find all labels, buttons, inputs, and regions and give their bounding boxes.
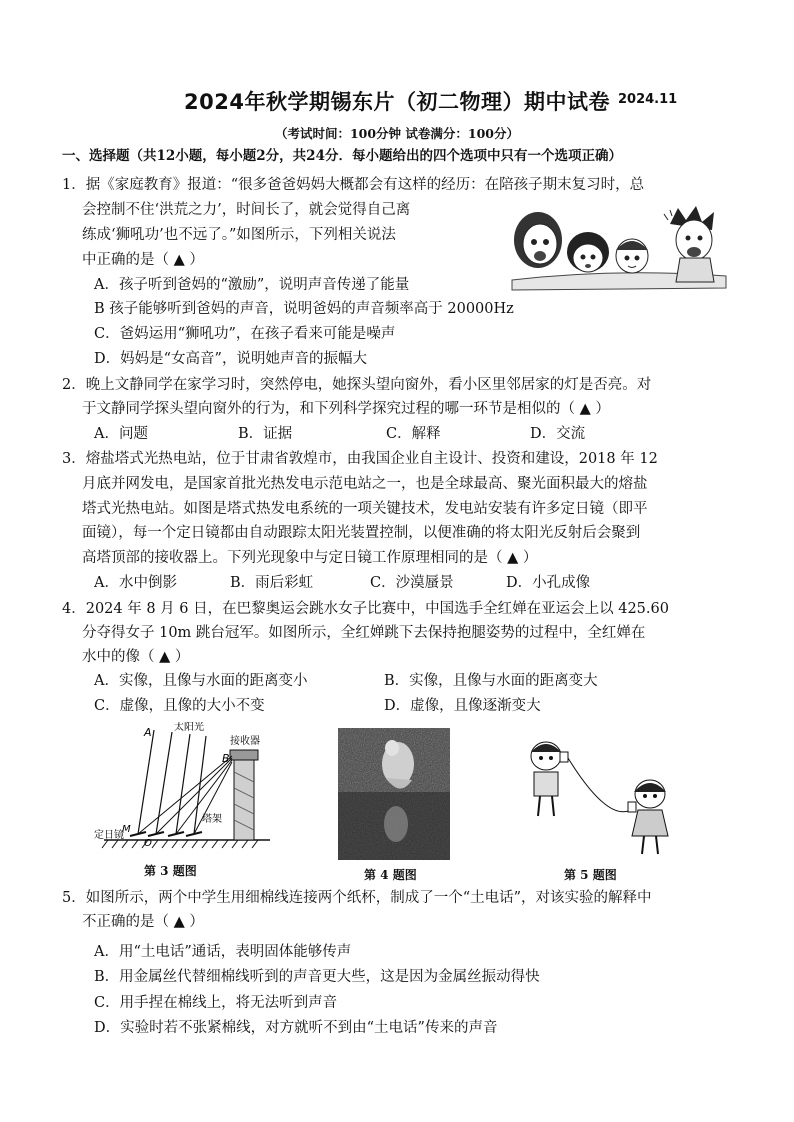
fig5-caption: 第 5 题图: [564, 868, 617, 882]
exam-date: 2024.11: [618, 92, 678, 107]
fig4-diving-photo: [338, 728, 450, 860]
q3-line: 塔式光热电站。如图是塔式热发电系统的一项关键技术，发电站安装有许多定日镜（即平: [82, 501, 648, 517]
q3-options: [94, 574, 734, 592]
fig3-label-m: M: [122, 824, 131, 835]
q4-option-d: D．虚像，且像逐渐变大: [384, 698, 541, 714]
fig3-label-mirror: 定日镜: [94, 830, 124, 841]
fig5-string-telephone: [520, 736, 690, 860]
exam-title: 2024年秋学期锡东片（初二物理）期中试卷: [184, 90, 610, 114]
q3-line: 面镜），每一个定日镜都由自动跟踪太阳光装置控制，以便准确的将太阳光反射后会聚到: [82, 525, 641, 541]
section-heading: 一、选择题（共12小题，每小题2分，共24分．每小题给出的四个选项中只有一个选项正确）: [62, 148, 622, 164]
q2-option-d: D．交流: [530, 426, 586, 442]
q2-line: 2．晚上文静同学在家学习时，突然停电，她探头望向窗外，看小区里邻居家的灯是否亮。对: [62, 377, 652, 393]
fig3-caption: 第 3 题图: [144, 864, 197, 878]
q3-line: 月底并网发电，是国家首批光热发电示范电站之一，也是全球最高、聚光面积最大的熔盐: [82, 476, 648, 492]
fig3-label-o: O: [144, 838, 152, 849]
q1-option-c: C．爸妈运用“狮吼功”，在孩子看来可能是噪声: [94, 326, 396, 342]
q1-family-illustration: [508, 202, 730, 292]
q5-line: 不正确的是（ ▲ ）: [82, 914, 204, 930]
fig4-caption: 第 4 题图: [364, 868, 417, 882]
q3-option-b: B．雨后彩虹: [230, 575, 314, 591]
q1-option-b: B 孩子能够听到爸妈的声音，说明爸妈的声音频率高于 20000Hz: [94, 301, 514, 317]
q5-option-b: B．用金属丝代替细棉线听到的声音更大些，这是因为金属丝振动得快: [94, 969, 540, 985]
q2-options: [94, 425, 734, 443]
q4-line: 水中的像（ ▲ ）: [82, 649, 190, 665]
exam-subtitle: （考试时间：100分钟 试卷满分：100分）: [274, 126, 520, 141]
q4-line: 分夺得女子 10m 跳台冠军。如图所示，全红婵跳下去保持抱腿姿势的过程中，全红婵在: [82, 625, 646, 641]
q2-option-c: C．解释: [386, 426, 441, 442]
q4-line: 4．2024 年 8 月 6 日，在巴黎奥运会跳水女子比赛中，中国选手全红婵在亚运会上以 425.60: [62, 601, 669, 617]
fig3-label-b: B: [222, 752, 230, 765]
q1-line: 中正确的是（ ▲ ）: [82, 252, 204, 268]
fig3-label-tower: 塔架: [202, 814, 222, 825]
q4-option-a: A．实像，且像与水面的距离变小: [94, 673, 308, 689]
q1-line: 1．据《家庭教育》报道：“很多爸爸妈妈大概都会有这样的经历：在陪孩子期末复习时，总: [62, 177, 645, 193]
q1-line: 会控制不住‘洪荒之力’，时间长了，就会觉得自己离: [82, 202, 411, 218]
fig3-label-a: A: [144, 726, 152, 739]
q3-line: 高塔顶部的接收器上。下列光现象中与定日镜工作原理相同的是（ ▲ ）: [82, 550, 538, 566]
q1-line: 练成‘狮吼功’也不远了。”如图所示，下列相关说法: [82, 227, 396, 243]
q3-option-d: D．小孔成像: [506, 575, 591, 591]
q5-option-d: D．实验时若不张紧棉线，对方就听不到由“土电话”传来的声音: [94, 1020, 498, 1036]
q1-option-d: D．妈妈是“女高音”，说明她声音的振幅大: [94, 351, 367, 367]
fig3-solar-tower-diagram: [94, 722, 274, 856]
fig3-label-receiver: 接收器: [230, 736, 260, 747]
q3-line: 3．熔盐塔式光热电站，位于甘肃省敦煌市，由我国企业自主设计、投资和建设，2018 年 12: [62, 451, 658, 467]
q3-option-c: C．沙漠蜃景: [370, 575, 454, 591]
fig3-label-sun: 太阳光: [174, 722, 204, 733]
q2-option-b: B．证据: [238, 426, 293, 442]
q1-option-a: A．孩子听到爸妈的“激励”，说明声音传递了能量: [94, 277, 410, 293]
q5-line: 5．如图所示，两个中学生用细棉线连接两个纸杯，制成了一个“土电话”，对该实验的解释中: [62, 890, 652, 906]
q2-line: 于文静同学探头望向窗外的行为，和下列科学探究过程的哪一环节是相似的（ ▲ ）: [82, 401, 610, 417]
q2-option-a: A．问题: [94, 426, 148, 442]
q4-option-b: B．实像，且像与水面的距离变大: [384, 673, 598, 689]
q4-option-c: C．虚像，且像的大小不变: [94, 698, 265, 714]
q3-option-a: A．水中倒影: [94, 575, 177, 591]
q5-option-a: A．用“土电话”通话，表明固体能够传声: [94, 944, 352, 960]
title-row: [0, 86, 794, 116]
q5-option-c: C．用手捏在棉线上，将无法听到声音: [94, 995, 338, 1011]
